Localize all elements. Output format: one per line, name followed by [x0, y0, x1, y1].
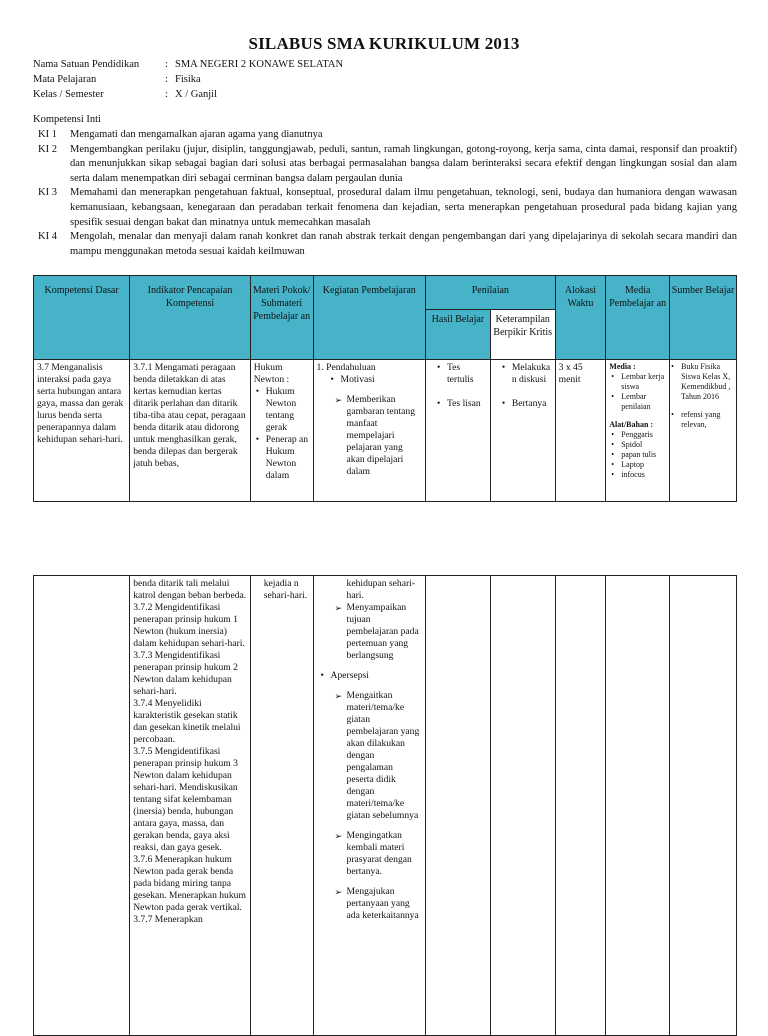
ki-number: KI 2: [38, 143, 57, 155]
meta-row-subject: [33, 72, 343, 87]
list-item: ➢ Mengingatkan kembali materi prasyarat dengan bertanya.: [347, 830, 422, 878]
header-materi: Materi Pokok/ Submateri Pembelajar an: [250, 276, 313, 360]
ipk-item: 3.7.3 Mengidentifikasi penerapan prinsip hukum 2 Newton dalam kehidupan sehari-hari.: [133, 650, 238, 697]
ipk-item: 3.7.7 Menerapkan: [133, 914, 203, 925]
cell-ipk: 3.7.1 Mengamati peragaan benda diletakkan di atas kertas kemudian kertas ditarik perlahan dan ditarik tiba-tiba atau cepat, peragaan benda ditarik atau didorong untuk menghasilkan gerak, benda dilepas dan bergerak jatuh bebas,: [130, 360, 251, 502]
materi-intro: Hukum Newton :: [253, 362, 290, 385]
kegiatan-text: kehidupan sehari-hari.: [346, 578, 416, 601]
ki-text: Mengamati dan mengamalkan ajaran agama yang dianutnya: [70, 129, 323, 140]
document-meta: [33, 57, 343, 102]
ki-number: KI 4: [38, 231, 57, 243]
cell-keterampilan: [490, 576, 555, 1036]
header-penilaian: Penilaian: [425, 276, 555, 310]
cell-keterampilan: [490, 360, 555, 502]
list-item: • Apersepsi: [331, 670, 422, 682]
cell-materi: [250, 576, 313, 1036]
list-item: • Penerap an Hukum Newton dalam: [266, 434, 310, 482]
ipk-item: benda ditarik tali melalui katrol dengan beban berbeda.: [133, 578, 247, 601]
page-title: SILABUS SMA KURIKULUM 2013: [248, 34, 520, 53]
list-item: • infocus: [621, 470, 666, 480]
ki-text: Mengolah, menalar dan menyaji dalam ranah konkret dan ranah abstrak terkait dengan pengembangan dari yang dipelajarinya di sekolah secara mandiri dan mampu menggunakan metoda sesuai kaidah keilmuwan: [70, 231, 737, 257]
ki-item: [33, 230, 737, 259]
ipk-item: 3.7.5 Mengidentifikasi penerapan prinsip hukum 3 Newton dalam kehidupan sehari-hari. Mendiskusikan tentang sifat kelembaman (inersia) benda, hubungan antara gaya, massa, dan gerakan benda, gaya aksi reaksi, dan gaya gesek.: [133, 746, 238, 853]
ipk-item: 3.7.4 Menyelidiki karakteristik gesekan statik dan gesekan kinetik melalui percobaan.: [133, 698, 241, 745]
cell-kegiatan: [313, 576, 425, 1036]
list-item: • Laptop: [621, 460, 666, 470]
list-item: ➢ Menyampaikan tujuan pembelajaran pada pertemuan yang berlangsung: [347, 602, 422, 662]
media-heading: Media :: [609, 362, 636, 371]
meta-row-class: [33, 87, 343, 102]
list-item: • Tes lisan: [447, 398, 487, 410]
meta-row-school: [33, 57, 343, 72]
syllabus-table: [33, 275, 737, 502]
cell-hasil: [425, 360, 490, 502]
header-sumber: Sumber Belajar: [670, 276, 737, 360]
cell-ipk: [130, 576, 251, 1036]
cell-alokasi: 3 x 45 menit: [555, 360, 606, 502]
list-item: ➢ Memberikan gambaran tentang manfaat mempelajari pelajaran yang akan dipelajari dalam: [347, 394, 422, 478]
header-keterampilan: Keterampilan Berpikir Kritis: [490, 310, 555, 360]
cell-hasil: [425, 576, 490, 1036]
meta-key: Mata Pelajaran: [33, 74, 97, 85]
ki-text: Memahami dan menerapkan pengetahuan faktual, konseptual, prosedural dalam ilmu pengetahuan, teknologi, seni, budaya dan humaniora dengan wawasan kemanusiaan, kebangsaan, kenegaraan dan peradaban terkait fenomena dan kejadian, serta menerapkan pengetahuan prosedural pada bidang kajian yang spesifik sesuai dengan bakat dan minatnya untuk memecahkan masalah: [70, 187, 737, 228]
kegiatan-heading: 1. Pendahuluan: [316, 362, 376, 373]
meta-key: Kelas / Semester: [33, 89, 104, 100]
ki-item: [33, 128, 737, 143]
list-item: ➢ Mengajukan pertanyaan yang ada keterkaitannya: [347, 886, 422, 922]
list-item: • Penggaris: [621, 430, 666, 440]
ki-text: Mengembangkan perilaku (jujur, disiplin, tanggungjawab, peduli, santun, ramah lingkungan, gotong-royong, kerja sama, cinta damai, responsif dan proaktif) dan menunjukkan sikap sebagai bagian dari solusi atas berbagai permasalahan bangsa dalam berinteraksi secara efektif dengan lingkungan sosial dan alam serta dalam menempatkan diri sebagai cerminan bangsa dalam pergaulan dunia: [70, 143, 737, 184]
ki-number: KI 3: [38, 187, 57, 199]
meta-value: Fisika: [175, 74, 201, 85]
ki-list: [33, 128, 737, 259]
ipk-item: 3.7.6 Menerapkan hukum Newton pada gerak benda pada bidang miring tanpa gesekan. Menerapkan hukum Newton pada gerak vertikal.: [133, 854, 246, 913]
header-ipk: Indikator Pencapaian Kompetensi: [130, 276, 251, 360]
list-item: • Melakuka n diskusi: [512, 362, 552, 386]
cell-media: [606, 576, 670, 1036]
list-item: • Bertanya: [512, 398, 552, 410]
ipk-item: 3.7.2 Mengidentifikasi penerapan prinsip hukum 1 Newton (hukum inersia) dalam kehidupan sehari-hari.: [133, 602, 245, 649]
ki-item: [33, 186, 737, 230]
header-kd: Kompetensi Dasar: [34, 276, 130, 360]
meta-key: Nama Satuan Pendidikan: [33, 59, 140, 70]
cell-alokasi: [555, 576, 606, 1036]
cell-kd: [34, 576, 130, 1036]
cell-kegiatan: [313, 360, 425, 502]
meta-sep: :: [165, 89, 168, 100]
cell-sumber: [670, 360, 737, 502]
cell-kd: 3.7 Menganalisis interaksi pada gaya serta hubungan antara gaya, massa dan gerak lurus benda serta penerapannya dalam kehidupan sehari-hari.: [34, 360, 130, 502]
header-media: Media Pembelajar an: [606, 276, 670, 360]
list-item: • refensi yang relevan,: [681, 410, 733, 430]
list-item: • Buku Fisika Siswa Kelas X, Kemendikbud , Tahun 2016: [681, 362, 733, 402]
cell-media: [606, 360, 670, 502]
list-item: • Lembar kerja siswa: [621, 372, 666, 392]
list-item: • Tes tertulis: [447, 362, 487, 386]
list-item: • Spidol: [621, 440, 666, 450]
meta-sep: :: [165, 59, 168, 70]
materi-text: kejadia n sehari-hari.: [263, 578, 308, 601]
list-item: • Motivasi: [341, 374, 422, 386]
list-item: • papan tulis: [621, 450, 666, 460]
header-alokasi: Alokasi Waktu: [555, 276, 606, 360]
header-hasil: Hasil Belajar: [425, 310, 490, 360]
cell-sumber: [670, 576, 737, 1036]
meta-sep: :: [165, 74, 168, 85]
header-kegiatan: Kegiatan Pembelajaran: [313, 276, 425, 360]
list-item: • Lembar penilaian: [621, 392, 666, 412]
cell-materi: [250, 360, 313, 502]
list-item: ➢ Mengaitkan materi/tema/ke giatan pembelajaran yang akan dilakukan dengan pengalaman peserta didik dengan materi/tema/ke giatan sebelumnya: [347, 690, 422, 822]
ki-item: [33, 143, 737, 187]
meta-value: SMA NEGERI 2 KONAWE SELATAN: [175, 59, 344, 70]
syllabus-table-continued: [33, 575, 737, 1036]
ki-heading: Kompetensi Inti: [33, 114, 101, 125]
meta-value: X / Ganjil: [175, 89, 217, 100]
ki-number: KI 1: [38, 129, 57, 140]
list-item: • Hukum Newton tentang gerak: [266, 386, 310, 434]
alat-heading: Alat/Bahan :: [609, 420, 654, 429]
